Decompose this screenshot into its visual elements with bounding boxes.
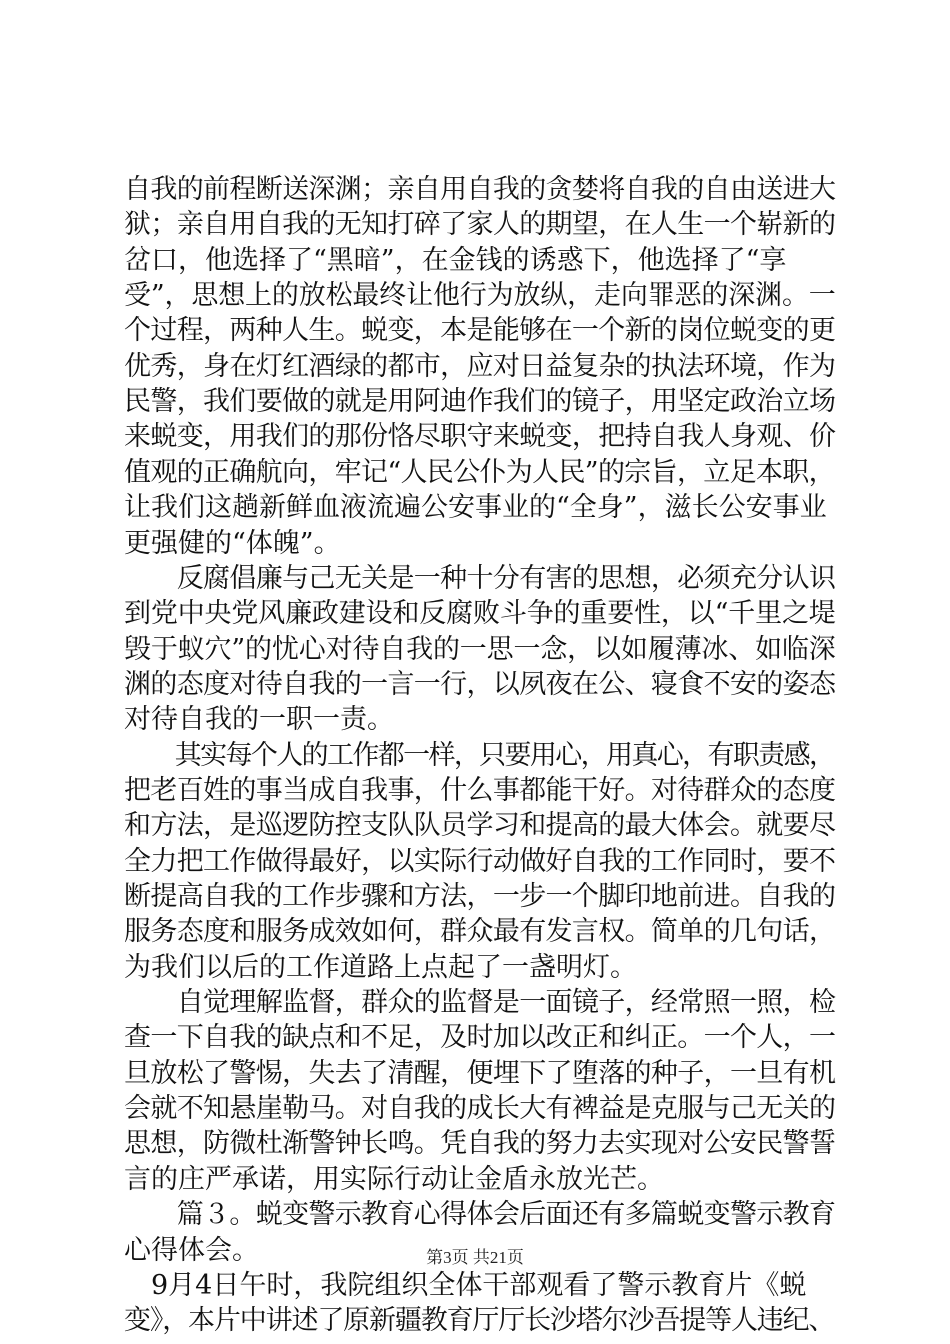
text-line: 全力把工作做得最好，以实际行动做好自我的工作同时，要不 (124, 845, 836, 877)
text-line: 来蜕变，用我们的那份恪尽职守来蜕变，把持自我人身观、价 (124, 421, 836, 453)
text-line: 查一下自我的缺点和不足，及时加以改正和纠正。一个人，一 (124, 1022, 836, 1054)
text-line: 狱；亲自用自我的无知打碎了家人的期望，在人生一个崭新的 (124, 209, 836, 241)
text-line: 自我的前程断送深渊；亲自用自我的贪婪将自我的自由送进大 (124, 174, 836, 205)
text-line: 受”，思想上的放松最终让他行为放纵，走向罪恶的深渊。一 (124, 280, 836, 312)
text-line: 旦放松了警惕，失去了清醒，便埋下了堕落的种子，一旦有机 (124, 1057, 836, 1089)
text-line: 值观的正确航向，牢记“人民公仆为人民”的宗旨，立足本职， (124, 456, 835, 488)
text-line: 会就不知悬崖勒马。对自我的成长大有裨益是克服与己无关的 (124, 1093, 836, 1125)
text-line: 变》，本片中讲述了原新疆教育厅厅长沙塔尔沙吾提等人违纪、 (124, 1305, 835, 1337)
text-line: 毁于蚁穴”的忧心对待自我的一思一念，以如履薄冰、如临深 (124, 633, 836, 665)
text-line: 个过程，两种人生。蜕变，本是能够在一个新的岗位蜕变的更 (124, 315, 836, 347)
text-line: 岔口，他选择了“黑暗”，在金钱的诱惑下，他选择了“享 (124, 244, 787, 276)
text-line: 其实每个人的工作都一样，只要用心，用真心，有职责感， (124, 739, 835, 771)
text-line: 服务态度和服务成效如何，群众最有发言权。简单的几句话， (124, 916, 836, 948)
page-footer: 第3页 共21页 (426, 1248, 524, 1267)
text-line: 到党中央党风廉政建设和反腐败斗争的重要性，以“千里之堤 (124, 598, 836, 630)
text-line: 为我们以后的工作道路上点起了一盏明灯。 (124, 951, 637, 983)
text-line: 和方法，是巡逻防控支队队员学习和提高的最大体会。就要尽 (124, 810, 836, 842)
text-line: 9月4日午时，我院组织全体干部观看了警示教育片《蜕 (124, 1269, 807, 1301)
text-line: 优秀，身在灯红酒绿的都市，应对日益复杂的执法环境，作为 (124, 350, 836, 382)
text-line: 让我们这趟新鲜血液流遍公安事业的“全身”，滋长公安事业 (124, 492, 827, 524)
text-line: 自觉理解监督，群众的监督是一面镜子，经常照一照，检 (124, 987, 836, 1019)
text-line: 把老百姓的事当成自我事，什么事都能干好。对待群众的态度 (124, 774, 836, 806)
text-line: 言的庄严承诺，用实际行动让金盾永放光芒。 (124, 1163, 664, 1195)
text-line: 反腐倡廉与己无关是一种十分有害的思想，必须充分认识 (124, 562, 836, 594)
text-line: 心得体会。 (124, 1234, 259, 1266)
text-line: 对待自我的一职一责。 (124, 704, 394, 736)
text-line: 更强健的“体魄”。 (124, 527, 341, 559)
text-line: 渊的态度对待自我的一言一行，以夙夜在公、寝食不安的姿态 (124, 668, 836, 700)
text-line: 民警，我们要做的就是用阿迪作我们的镜子，用坚定政治立场 (124, 386, 836, 418)
text-line: 篇３。蜕变警示教育心得体会后面还有多篇蜕变警示教育 (124, 1199, 836, 1231)
text-line: 思想，防微杜渐警钟长鸣。凭自我的努力去实现对公安民警誓 (124, 1128, 836, 1160)
text-line: 断提高自我的工作步骤和方法，一步一个脚印地前进。自我的 (124, 881, 836, 912)
